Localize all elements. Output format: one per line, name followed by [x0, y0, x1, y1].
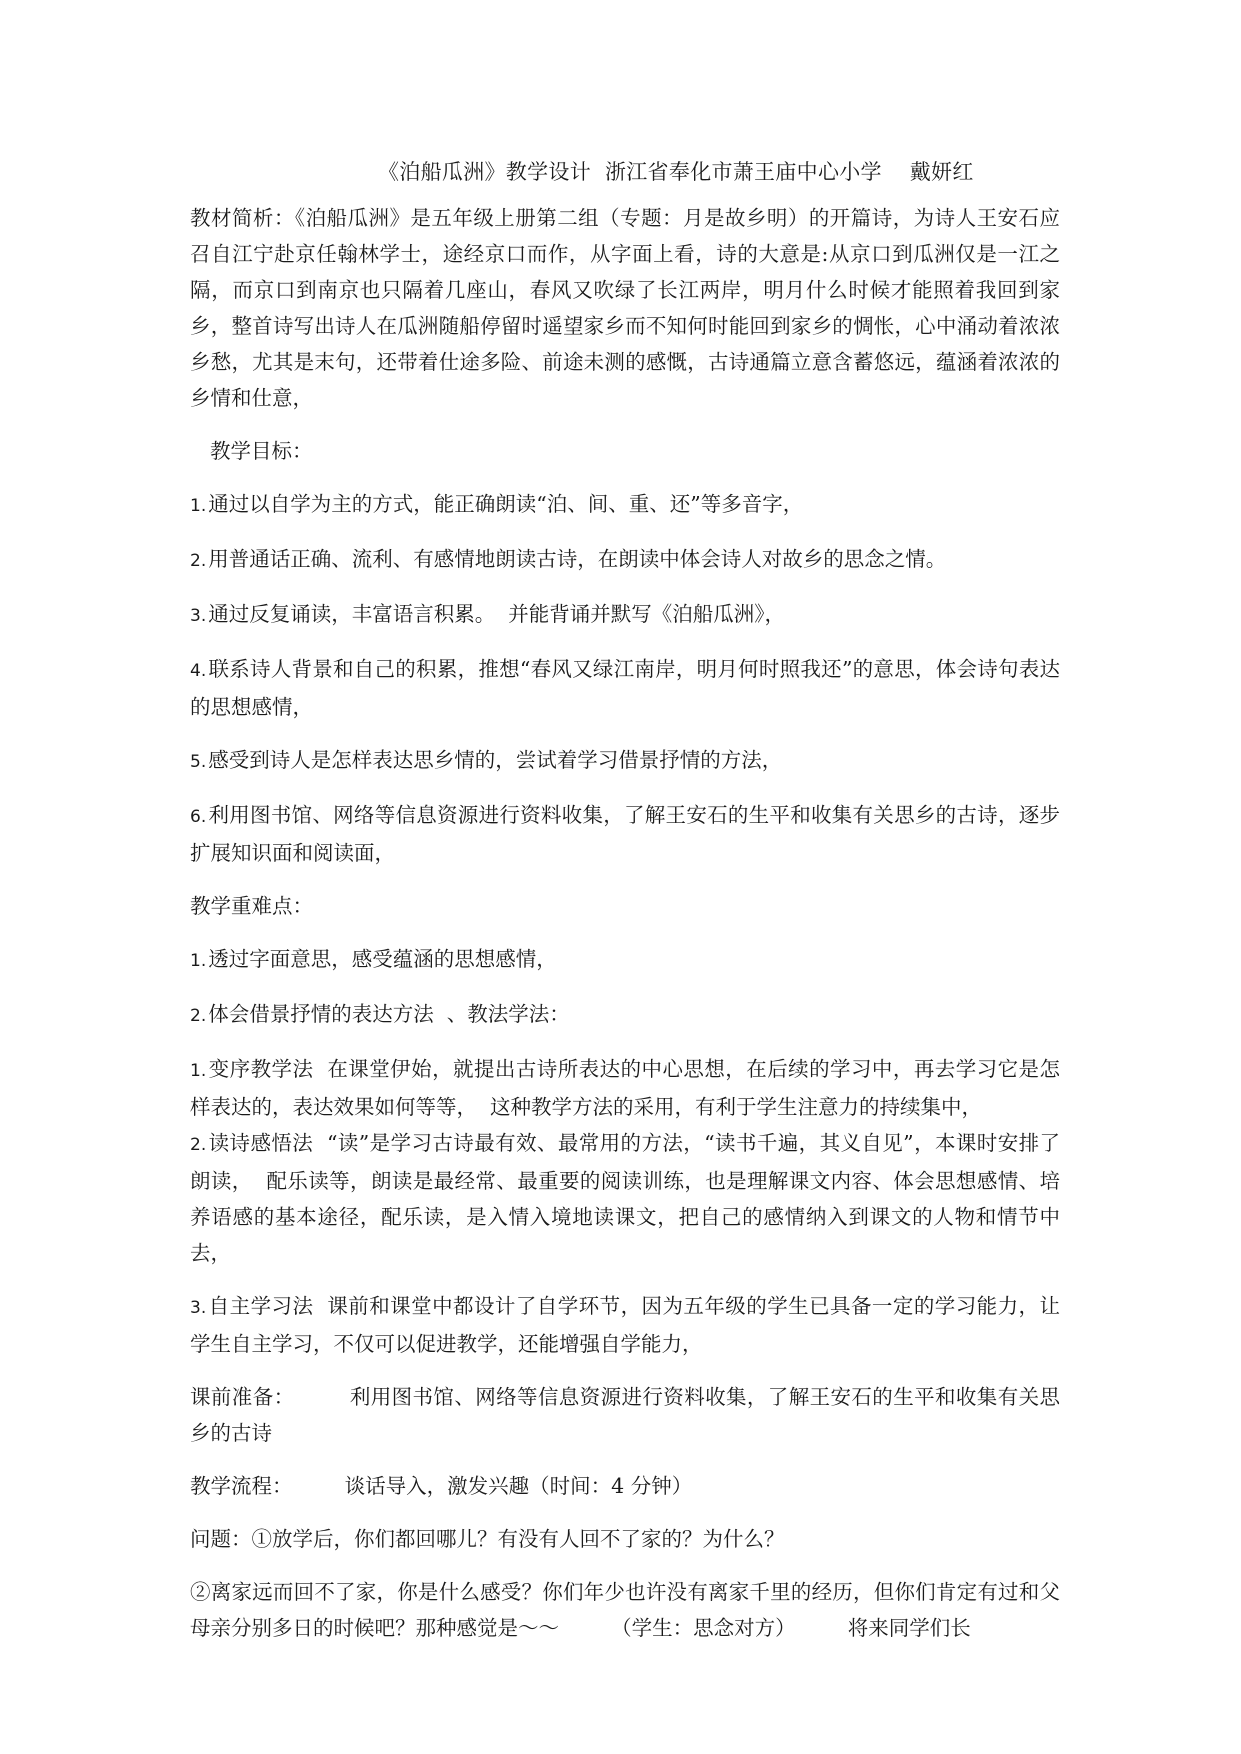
goal-text: 感受到诗人是怎样表达思乡情的，尝试着学习借景抒情的方法，	[208, 748, 783, 772]
keypoint-text: 透过字面意思，感受蕴涵的思想感情，	[208, 947, 557, 971]
goal-text: 通过反复诵读，丰富语言积累。 并能背诵并默写《泊船瓜洲》，	[208, 602, 786, 626]
goal-item	[190, 486, 1060, 524]
goal-item	[190, 797, 1060, 871]
goal-number: 1.	[190, 496, 207, 516]
goal-number: 5.	[190, 752, 207, 772]
question-two: ②离家远而回不了家，你是什么感受？你们年少也许没有离家千里的经历，但你们肯定有过和父母亲分别多日的时候吧？那种感觉是～～ （学生：思念对方） 将来同学们长	[190, 1580, 1060, 1640]
method-text: 变序教学法 在课堂伊始，就提出古诗所表达的中心思想，在后续的学习中，再去学习它是怎样表达的，表达效果如何等等， 这种教学方法的采用，有利于学生注意力的持续集中，	[190, 1057, 1060, 1119]
keypoint-number: 1.	[190, 951, 207, 971]
goal-item	[190, 651, 1060, 725]
prep-section: 课前准备： 利用图书馆、网络等信息资源进行资料收集，了解王安石的生平和收集有关思乡的古诗	[190, 1385, 1060, 1445]
question-one: 问题：①放学后，你们都回哪儿？有没有人回不了家的？为什么？	[190, 1527, 785, 1551]
keypoint-text: 体会借景抒情的表达方法 、教法学法：	[208, 1002, 570, 1026]
method-number: 1.	[190, 1061, 207, 1081]
keypoint-item	[190, 996, 1060, 1034]
goal-text: 利用图书馆、网络等信息资源进行资料收集，了解王安石的生平和收集有关思乡的古诗，逐步扩展知识面和阅读面，	[190, 803, 1060, 865]
keypoint-item	[190, 941, 1060, 979]
goal-item	[190, 596, 1060, 634]
document-title: 《泊船瓜洲》教学设计 浙江省奉化市萧王庙中心小学 戴妍红	[378, 160, 974, 184]
goal-text: 联系诗人背景和自己的积累，推想“春风又绿江南岸，明月何时照我还”的意思，体会诗句表达的思想感情，	[190, 657, 1060, 719]
method-number: 3.	[190, 1298, 207, 1318]
goal-item	[190, 742, 1060, 780]
method-item	[190, 1288, 1060, 1362]
keypoint-number: 2.	[190, 1006, 207, 1026]
goal-item	[190, 541, 1060, 579]
method-number: 2.	[190, 1135, 207, 1155]
goal-text: 用普通话正确、流利、有感情地朗读古诗，在朗读中体会诗人对故乡的思念之情。	[208, 547, 947, 571]
process-section: 教学流程： 谈话导入，激发兴趣（时间：4 分钟）	[190, 1474, 693, 1498]
keypoints-heading: 教学重难点：	[190, 894, 313, 918]
goal-number: 3.	[190, 606, 207, 626]
method-text: 自主学习法 课前和课堂中都设计了自学环节，因为五年级的学生已具备一定的学习能力，让学生自主学习，不仅可以促进教学，还能增强自学能力，	[190, 1294, 1060, 1356]
goal-number: 4.	[190, 661, 207, 681]
method-item	[190, 1125, 1060, 1271]
method-item	[190, 1051, 1060, 1125]
method-text: 读诗感悟法 “读”是学习古诗最有效、最常用的方法，“读书千遍，其义自见”，本课时安排了朗读， 配乐读等，朗读是最经常、最重要的阅读训练，也是理解课文内容、体会思想感情、培养语感的基本途径，配乐读，是入情入境地读课文，把自己的感情纳入到课文的人物和情节中去，	[190, 1131, 1060, 1265]
textbook-analysis: 教材简析：《泊船瓜洲》是五年级上册第二组（专题：月是故乡明）的开篇诗，为诗人王安石应召自江宁赴京任翰林学士，途经京口而作，从字面上看，诗的大意是:从京口到瓜洲仅是一江之隔，而京口到南京也只隔着几座山，春风又吹绿了长江两岸，明月什么时候才能照着我回到家乡，整首诗写出诗人在瓜洲随船停留时遥望家乡而不知何时能回到家乡的惆怅，心中涌动着浓浓乡愁，尤其是末句，还带着仕途多险、前途未测的感慨，古诗通篇立意含蓄悠远，蕴涵着浓浓的乡情和仕意，	[190, 206, 1060, 410]
goal-text: 通过以自学为主的方式，能正确朗读“泊、间、重、还”等多音字，	[208, 492, 804, 516]
document-body	[190, 200, 1060, 1663]
goals-heading: 教学目标：	[210, 439, 313, 463]
goal-number: 2.	[190, 551, 207, 571]
goal-number: 6.	[190, 807, 207, 827]
